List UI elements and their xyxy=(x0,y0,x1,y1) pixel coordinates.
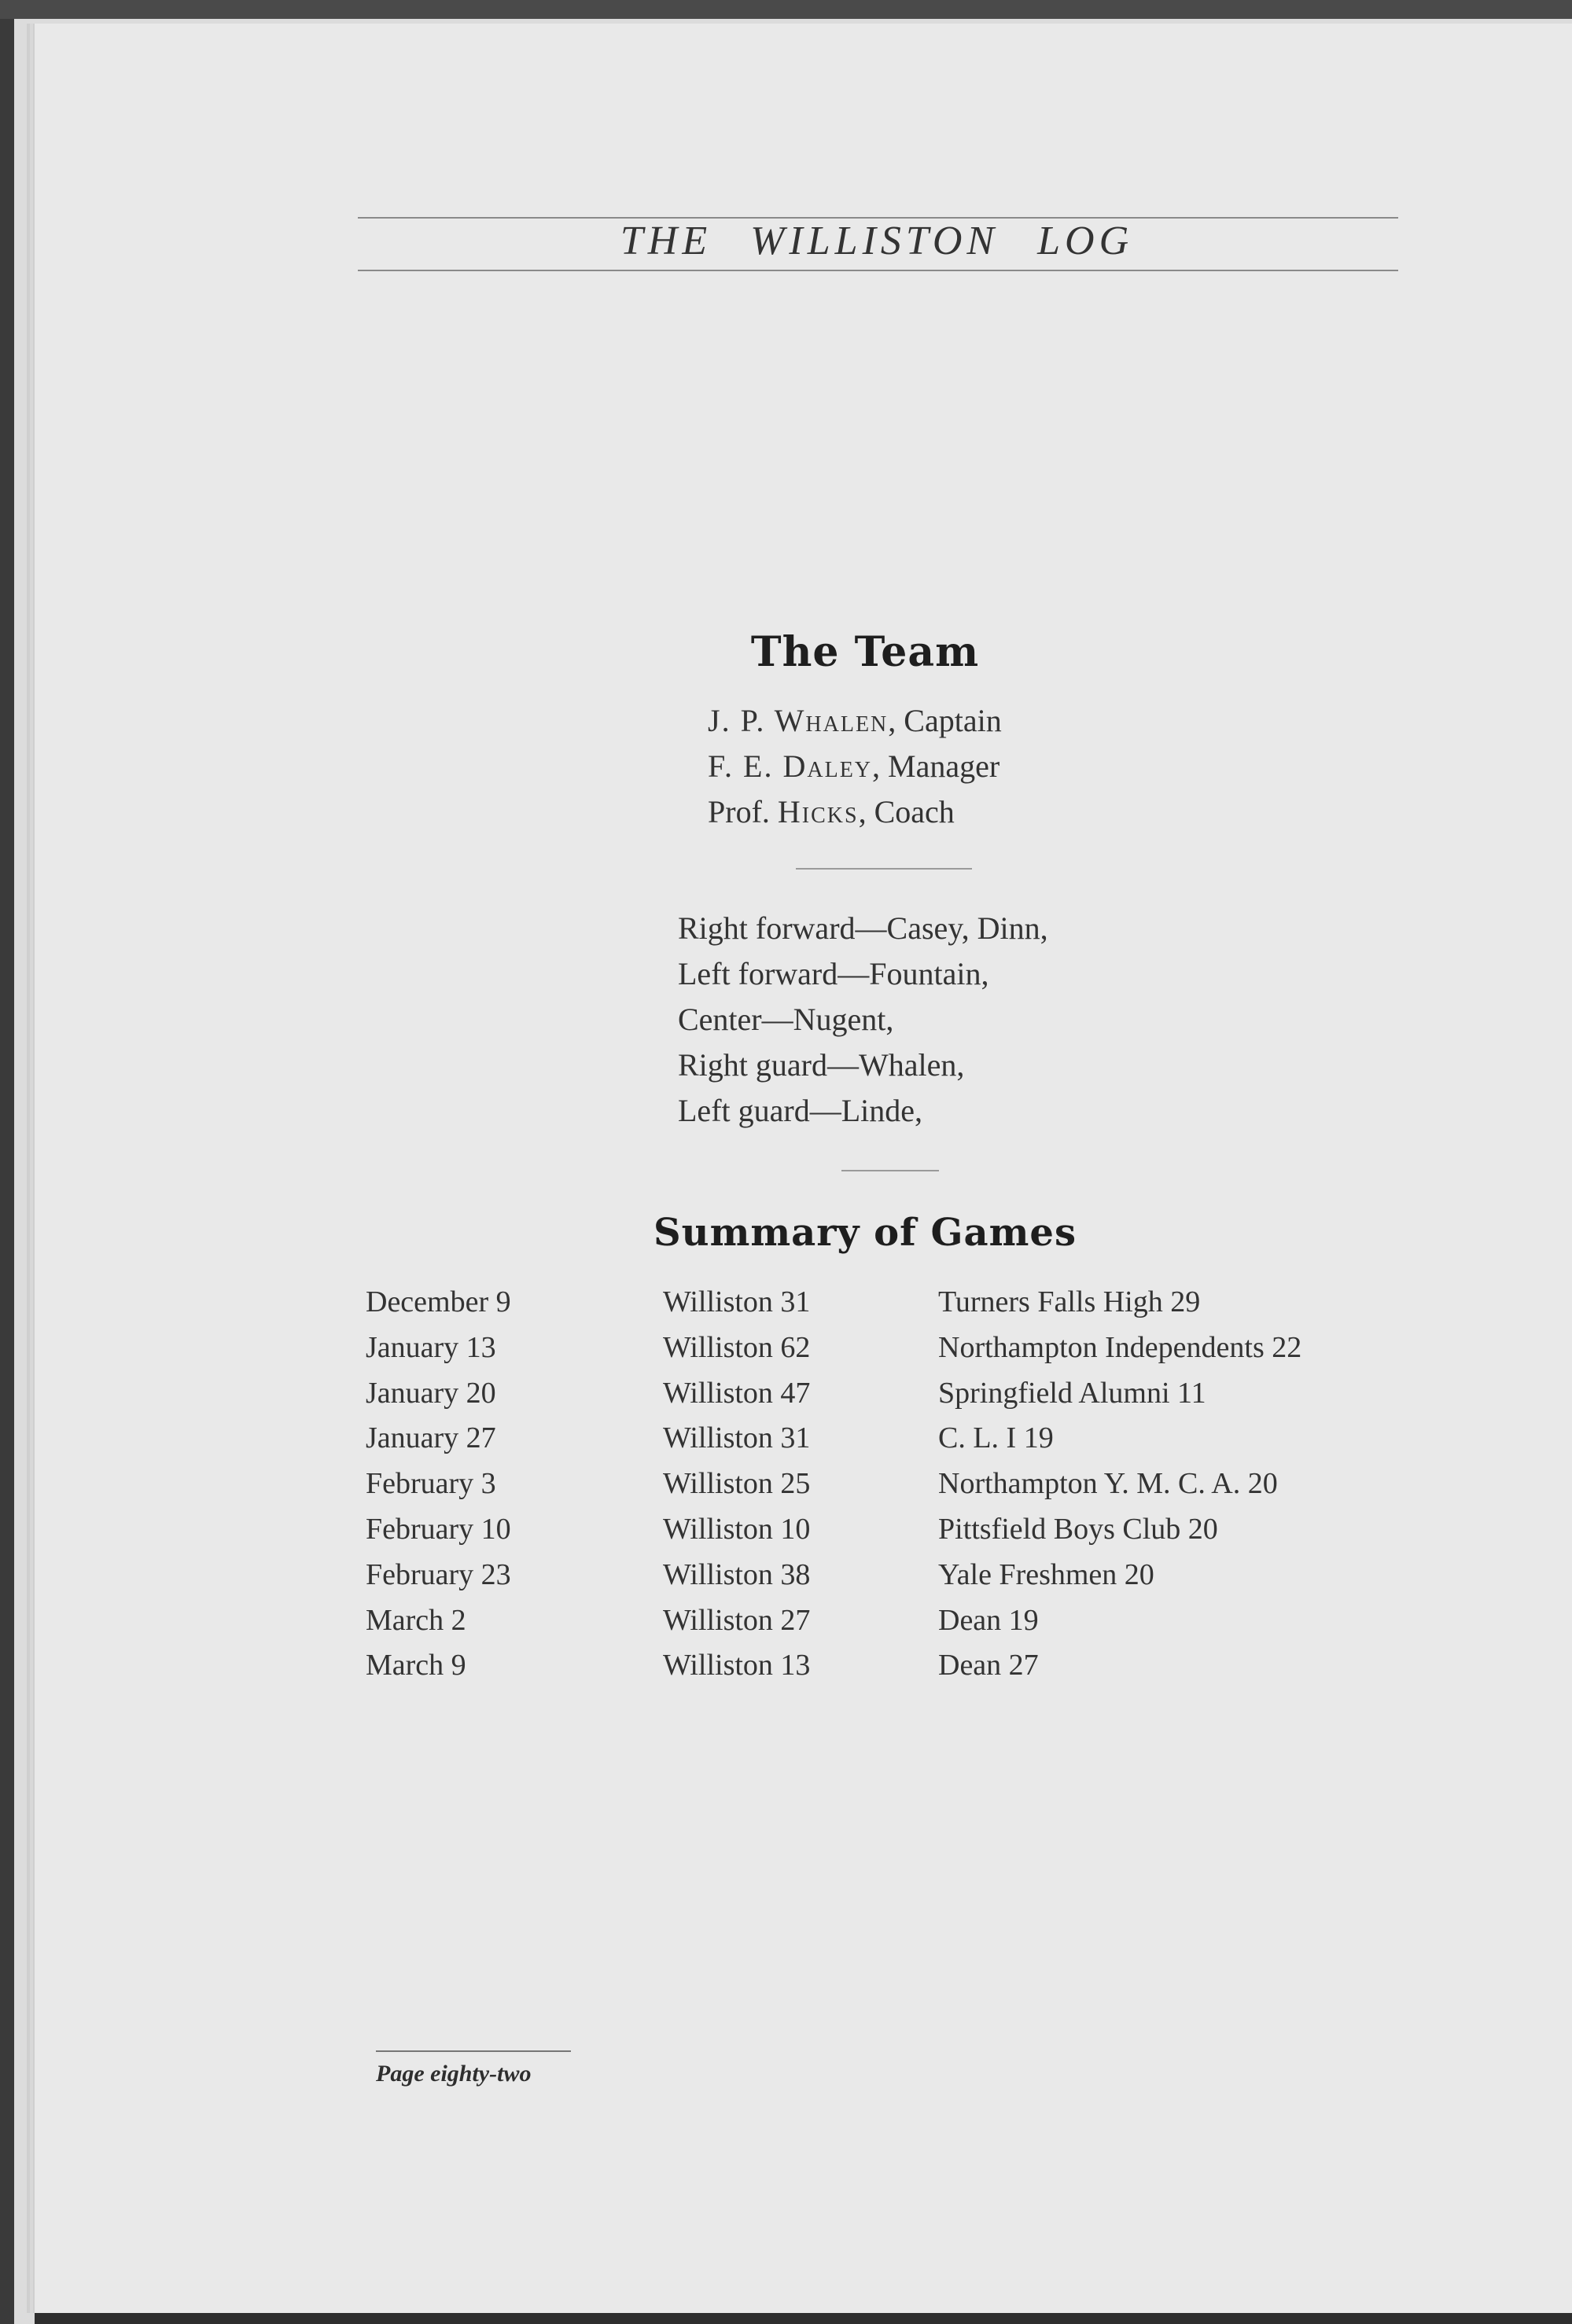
game-opponent: Pittsfield Boys Club 20 xyxy=(938,1512,1218,1546)
game-opponent: Northampton Y. M. C. A. 20 xyxy=(938,1467,1278,1501)
game-opponent: Yale Freshmen 20 xyxy=(938,1557,1154,1591)
document-page xyxy=(35,24,1572,2313)
game-opponent: C. L. I 19 xyxy=(938,1421,1054,1455)
position-line: Left guard—Linde, xyxy=(678,1093,922,1128)
scan-border-bottom xyxy=(35,2313,1572,2324)
game-opponent: Northampton Independents 22 xyxy=(938,1330,1302,1364)
game-date: January 27 xyxy=(366,1421,496,1455)
game-home-score: Williston 62 xyxy=(663,1330,811,1364)
game-row xyxy=(366,1416,1419,1462)
game-opponent: Dean 27 xyxy=(938,1649,1039,1682)
game-home-score: Williston 13 xyxy=(663,1649,811,1682)
officers-list xyxy=(708,698,1117,835)
position-line: Right forward—Casey, Dinn, xyxy=(678,910,1048,946)
game-row xyxy=(366,1553,1419,1598)
game-date: February 23 xyxy=(366,1557,511,1591)
game-date: February 10 xyxy=(366,1512,511,1546)
position-line: Center—Nugent, xyxy=(678,1002,894,1037)
game-opponent: Dean 19 xyxy=(938,1603,1039,1637)
officer-name: Hicks xyxy=(777,794,859,829)
officer-prefix: Prof. xyxy=(708,794,778,829)
position-line: Right guard—Whalen, xyxy=(678,1047,965,1083)
separator-rule xyxy=(841,1170,939,1171)
game-date: February 3 xyxy=(366,1467,496,1501)
game-date: March 9 xyxy=(366,1649,466,1682)
game-row xyxy=(366,1643,1419,1689)
game-row xyxy=(366,1598,1419,1644)
game-home-score: Williston 27 xyxy=(663,1603,811,1637)
games-table xyxy=(366,1280,1419,1689)
game-home-score: Williston 38 xyxy=(663,1557,811,1591)
officer-coach xyxy=(708,789,1117,835)
game-date: December 9 xyxy=(366,1285,511,1318)
positions-list xyxy=(678,906,1228,1134)
officer-name: J. P. Whalen xyxy=(708,703,889,738)
scan-border-top xyxy=(0,0,1572,19)
game-home-score: Williston 25 xyxy=(663,1467,811,1501)
game-date: January 20 xyxy=(366,1376,496,1410)
team-heading: The Team xyxy=(750,628,980,676)
officer-captain xyxy=(708,698,1117,744)
game-row xyxy=(366,1326,1419,1371)
officer-role: , Captain xyxy=(888,703,1002,738)
game-home-score: Williston 10 xyxy=(663,1512,811,1546)
game-home-score: Williston 31 xyxy=(663,1285,811,1318)
officer-role: , Manager xyxy=(872,748,1000,784)
game-home-score: Williston 31 xyxy=(663,1421,811,1455)
separator-rule xyxy=(796,868,972,870)
game-opponent: Springfield Alumni 11 xyxy=(938,1376,1206,1410)
game-opponent: Turners Falls High 29 xyxy=(938,1285,1201,1318)
game-row xyxy=(366,1507,1419,1553)
footer-rule xyxy=(376,2050,571,2052)
game-row xyxy=(366,1371,1419,1417)
game-row xyxy=(366,1462,1419,1507)
officer-manager xyxy=(708,744,1117,789)
officer-role: , Coach xyxy=(858,794,955,829)
officer-name: F. E. Daley xyxy=(708,748,873,784)
game-date: January 13 xyxy=(366,1330,496,1364)
summary-heading: Summary of Games xyxy=(653,1211,1077,1255)
header-rule-bottom xyxy=(358,270,1398,271)
running-title: THE WILLISTON LOG xyxy=(620,219,1134,263)
game-date: March 2 xyxy=(366,1603,466,1637)
position-line: Left forward—Fountain, xyxy=(678,956,989,991)
game-row xyxy=(366,1280,1419,1326)
game-home-score: Williston 47 xyxy=(663,1376,811,1410)
page-number: Page eighty-two xyxy=(376,2061,532,2087)
